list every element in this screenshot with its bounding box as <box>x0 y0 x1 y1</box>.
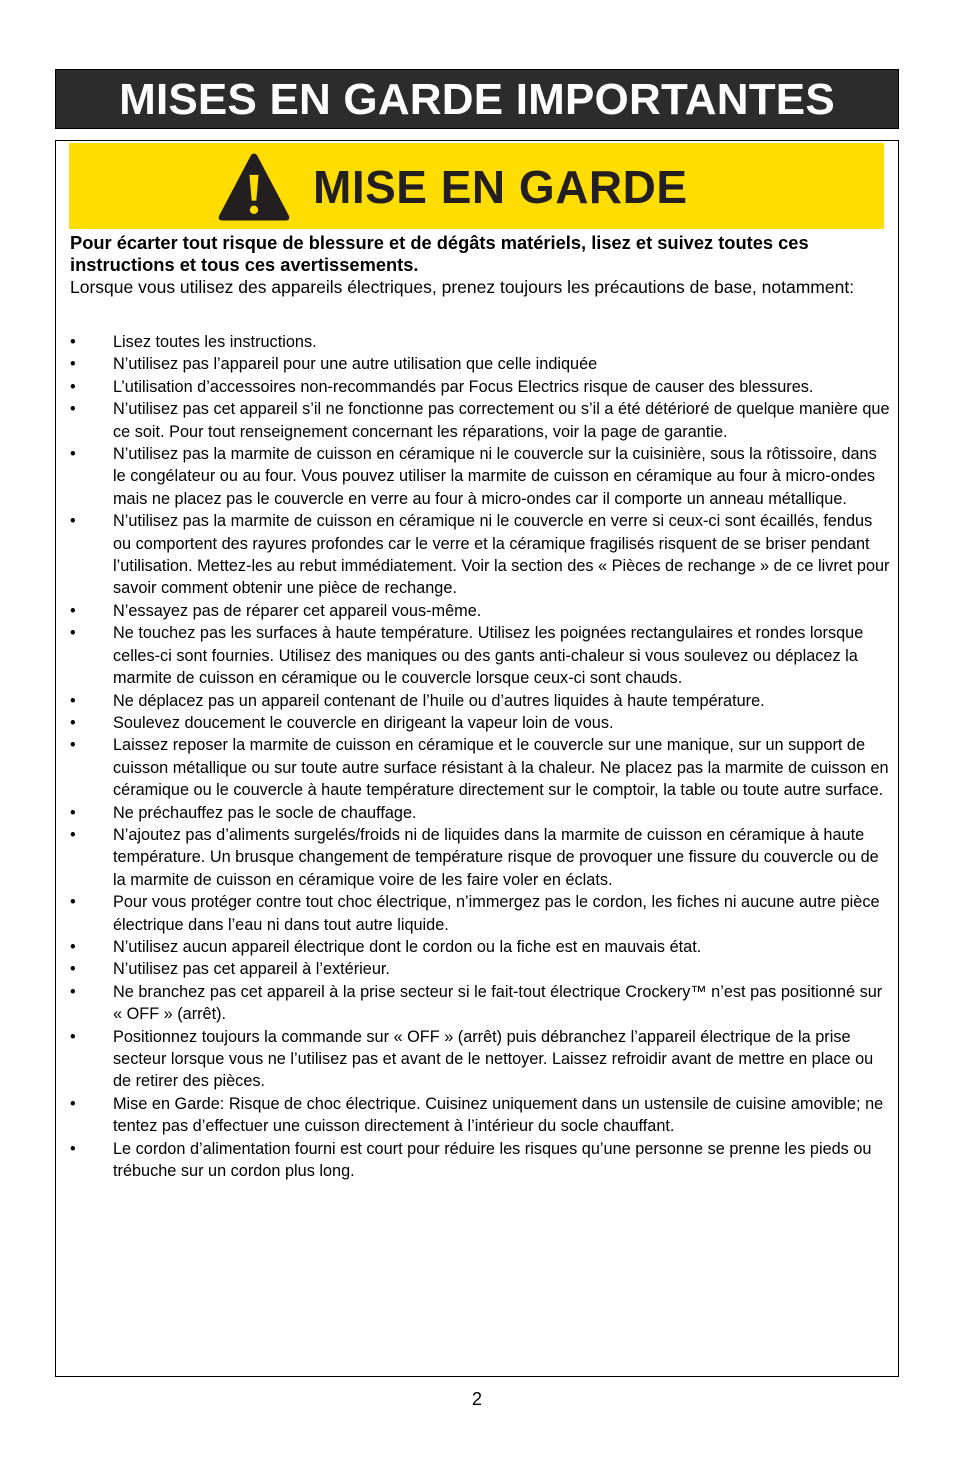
list-item <box>70 734 890 801</box>
content-box <box>55 140 899 1377</box>
banner-label: MISE EN GARDE <box>313 161 688 213</box>
list-item-text: N’utilisez pas l’appareil pour une autre utilisation que celle indiquée <box>113 355 598 374</box>
bullet-marker: • <box>70 736 76 755</box>
list-item <box>70 1093 890 1138</box>
list-item-text: N’utilisez aucun appareil électrique dont le cordon ou la fiche est en mauvais état. <box>113 937 702 956</box>
list-item-text: Le cordon d’alimentation fourni est court pour réduire les risques qu’une personne se prenne les pieds ou trébuche sur un cordon plus long. <box>113 1139 872 1181</box>
list-item <box>70 936 890 958</box>
page-number: 2 <box>471 1389 482 1409</box>
list-item <box>70 1138 890 1183</box>
list-item-text: N’utilisez pas la marmite de cuisson en céramique ni le couvercle sur la cuisinière, sous la rôtissoire, dans le congélateur ou au four. Vous pouvez utiliser la marmite de cuisson en céramique au four à micro-ondes mais ne placez pas le couvercle en verre au four à micro-ondes car il comporte un anneau métallique. <box>113 445 877 508</box>
list-item <box>70 891 890 936</box>
bullet-marker: • <box>70 982 76 1001</box>
intro-bold: Pour écarter tout risque de blessure et de dégâts matériels, lisez et suivez toutes ces instructions et tous ces avertissements. <box>70 232 809 275</box>
list-item-text: Lisez toutes les instructions. <box>113 333 317 351</box>
bullet-marker: • <box>70 400 76 419</box>
title-bar <box>55 69 899 129</box>
intro-section <box>70 232 890 298</box>
list-item-text: N’utilisez pas cet appareil s’il ne fonctionne pas correctement ou s’il a été détérioré de quelque manière que ce soit. Pour tout renseignement concernant les réparations, voir la page de garantie. <box>113 400 890 441</box>
list-item <box>70 510 890 600</box>
list-item-text: L’utilisation d’accessoires non-recommandés par Focus Electrics risque de causer des blessures. <box>113 377 814 396</box>
bullet-marker: • <box>70 601 76 620</box>
list-item-text: Ne préchauffez pas le socle de chauffage. <box>113 803 417 822</box>
list-item-text: Ne déplacez pas un appareil contenant de l’huile ou d’autres liquides à haute température. <box>113 691 765 710</box>
list-item <box>70 622 890 689</box>
warning-banner <box>69 143 884 229</box>
list-item-text: Mise en Garde: Risque de choc électrique. Cuisinez uniquement dans un ustensile de cuisine amovible; ne tentez pas d’effectuer une cuisson directement à l’intérieur du socle chauffant. <box>113 1094 884 1136</box>
bullet-marker: • <box>70 624 76 643</box>
bullet-marker: • <box>70 355 76 374</box>
list-item-text: N’essayez pas de réparer cet appareil vous-même. <box>113 601 482 620</box>
list-item <box>70 1026 890 1093</box>
list-item-text: N’ajoutez pas d’aliments surgelés/froids ni de liquides dans la marmite de cuisson en céramique à haute température. Un brusque changement de température risque de provoquer une fissure du couvercle ou de la marmite de cuisson en céramique voire de les faire voler en éclats. <box>113 825 879 889</box>
list-item-text: Ne branchez pas cet appareil à la prise secteur si le fait-tout électrique Crockery™ n’est pas positionné sur « OFF » (arrêt). <box>113 982 883 1024</box>
bullet-marker: • <box>70 893 76 912</box>
bullet-marker: • <box>70 825 76 844</box>
list-item <box>70 802 890 824</box>
list-item-text: Positionnez toujours la commande sur « OFF » (arrêt) puis débranchez l’appareil électrique de la prise secteur lorsque vous ne l’utilisez pas et avant de le nettoyer. Laissez refroidir avant de mettre en place ou de retirer des pièces. <box>113 1027 874 1091</box>
list-item <box>70 981 890 1026</box>
bullet-marker: • <box>70 333 76 351</box>
bullet-marker: • <box>70 1139 76 1158</box>
list-item <box>70 331 890 353</box>
list-item-text: N’utilisez pas cet appareil à l’extérieur. <box>113 960 390 979</box>
list-item-text: Ne touchez pas les surfaces à haute température. Utilisez les poignées rectangulaires et rondes lorsque celles-ci sont fournies. Utilisez des maniques ou des gants anti-chaleur si vous soulevez ou déplacez la marmite de cuisson en céramique ou le couvercle lorsque ceux-ci sont chauds. <box>113 624 864 688</box>
list-item-text: N’utilisez pas la marmite de cuisson en céramique ni le couvercle en verre si ceux-ci sont écaillés, fendus ou comportent des rayures profondes car le verre et la céramique fragilisés risquent de se briser pendant l’utilisation. Mettez-les au rebut immédiatement. Voir la section des « Pièces de rechange » de ce livret pour savoir comment obtenir une pièce de rechange. <box>113 512 890 598</box>
list-item <box>70 690 890 712</box>
safety-instructions-list <box>70 331 890 1182</box>
intro-lead: Lorsque vous utilisez des appareils électriques, prenez toujours les précautions de base, notamment: <box>70 277 855 297</box>
list-item <box>70 958 890 980</box>
list-item <box>70 712 890 734</box>
bullet-marker: • <box>70 713 76 732</box>
bullet-marker: • <box>70 377 76 396</box>
bullet-marker: • <box>70 937 76 956</box>
bullet-marker: • <box>70 803 76 822</box>
list-item-text: Soulevez doucement le couvercle en dirigeant la vapeur loin de vous. <box>113 713 614 732</box>
bullet-marker: • <box>70 691 76 710</box>
list-item <box>70 443 890 510</box>
bullet-marker: • <box>70 1027 76 1046</box>
bullet-marker: • <box>70 1094 76 1113</box>
bullet-marker: • <box>70 445 76 464</box>
list-item <box>70 376 890 398</box>
list-item-text: Laissez reposer la marmite de cuisson en céramique et le couvercle sur une manique, sur un support de cuisson métallique ou sur toute autre surface résistant à la chaleur. Ne placez pas la marmite de cuisson en céramique ou le couvercle à haute température directement sur le comptoir, la table ou toute autre surface. <box>113 736 889 800</box>
list-item <box>70 353 890 375</box>
bullet-marker: • <box>70 960 76 979</box>
list-item <box>70 398 890 443</box>
list-item-text: Pour vous protéger contre tout choc électrique, n’immergez pas le cordon, les fiches ni aucune autre pièce électrique dans l’eau ni dans tout autre liquide. <box>113 893 880 934</box>
list-item <box>70 824 890 891</box>
list-item <box>70 600 890 622</box>
bullet-marker: • <box>70 512 76 531</box>
page-title: MISES EN GARDE IMPORTANTES <box>119 75 835 124</box>
warning-triangle-icon <box>215 149 293 225</box>
